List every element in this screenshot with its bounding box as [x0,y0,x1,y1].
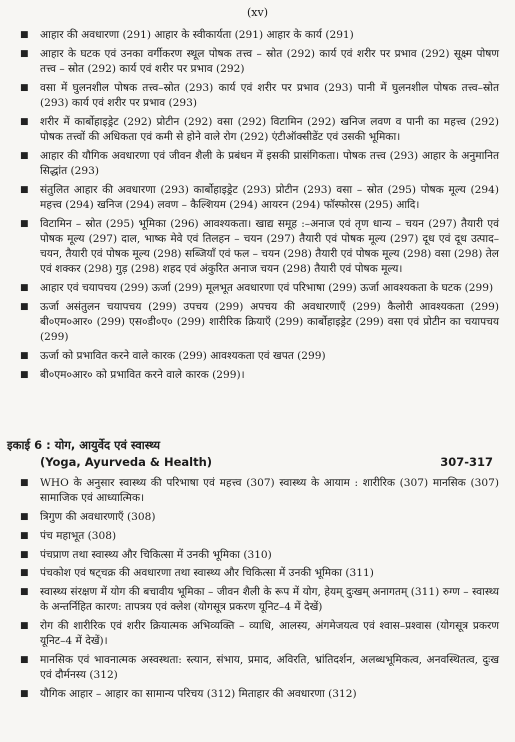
list-item: ■ यौगिक आहार – आहार का सामान्य परिचय (312) मिताहार की अवधारणा (312) [0,687,515,702]
list-item: ■ WHO के अनुसार स्वास्थ्य की परिभाषा एवं महत्त्व (307) स्वास्थ्य के आयाम : शारीरिक (307) मानसिक (307) सामाजिक एवं आध्यात्मिक। [0,476,515,506]
yoga-health-topic-list [0,476,515,706]
list-item: ■ ऊर्जा असंतुलन चयापचय (299) उपचय (299) अपचय की अवधारणाएँ (299) कैलोरी आवश्यकता (299) बी०एम०आर० (299) एस०डी०ए० (299) शारीरिक क्रियाएँ (299) कार्बोहाइड्रेट (299) वसा एवं प्रोटीन का चयापचय (299) [0,300,515,346]
nutrition-topic-list [0,28,515,387]
list-item: ■ स्वास्थ्य संरक्षण में योग की बचावीय भूमिका – जीवन शैली के रूप में योग, हेयम् दुःखम् अनागतम् (311) रुग्ण – स्वास्थ्य के अन्तर्निहित कारण: तापत्रय एवं क्लेश (योगसूत्र प्रकरण यूनिट–4 में देखें) [0,585,515,615]
list-item: ■ मानसिक एवं भावनात्मक अस्वस्थता: स्त्यान, संभाय, प्रमाद, अविरति, भ्रांतिदर्शन, अलब्धभूमिकत्व, अनवस्थितत्व, दुःख एवं दौर्मनस्य (312) [0,653,515,683]
list-item: ■ ऊर्जा को प्रभावित करने वाले कारक (299) आवश्यकता एवं खपत (299) [0,349,515,364]
list-item: ■ आहार की यौगिक अवधारणा एवं जीवन शैली के प्रबंधन में इसकी प्रासंगिकता। पोषक तत्त्व (293) आहार के अनुमानित सिद्धांत (293) [0,149,515,179]
list-item: ■ पंचकोश एवं षट्चक्र की अवधारणा तथा स्वास्थ्य और चिकित्सा में उनकी भूमिका (311) [0,566,515,581]
list-item: ■ आहार के घटक एवं उनका वर्गीकरण स्थूल पोषक तत्त्व – स्रोत (292) कार्य एवं शरीर पर प्रभाव (292) सूक्ष्म पोषण तत्त्व – स्रोत (292) कार्य एवं शरीर पर प्रभाव (292) [0,47,515,77]
unit-subtitle: (Yoga, Ayurveda & Health) [40,455,213,469]
list-item: ■ पंचप्राण तथा स्वास्थ्य और चिकित्सा में उनकी भूमिका (310) [0,548,515,563]
list-item: ■ संतुलित आहार की अवधारणा (293) कार्बोहाइड्रेट (293) प्रोटीन (293) वसा – स्रोत (295) पोषक मूल्य (294) महत्त्व (294) खनिज (294) लवण – कैल्शियम (294) आयरन (294) फॉस्फोरस (295) आदि। [0,183,515,213]
list-item: ■ आहार एवं चयापचय (299) ऊर्जा (299) मूलभूत अवधारणा एवं परिभाषा (299) ऊर्जा आवश्यकता के घटक (299) [0,281,515,296]
list-item: ■ बी०एम०आर० को प्रभावित करने वाले कारक (299)। [0,368,515,383]
list-item: ■ आहार की अवधारणा (291) आहार के स्वीकार्यता (291) आहार के कार्य (291) [0,28,515,43]
list-item: ■ रोग की शारीरिक एवं शरीर क्रियात्मक अभिव्यक्ति – व्याधि, आलस्य, अंगमेजयत्व एवं श्वास–प्रश्वास (योगसूत्र प्रकरण यूनिट–4 में देखें)। [0,619,515,649]
list-item: ■ त्रिगुण की अवधारणाएँ (308) [0,510,515,525]
list-item: ■ विटामिन – स्रोत (295) भूमिका (296) आवश्यकता। खाद्य समूह :–अनाज एवं तृण धान्य – चयन (297) तैयारी एवं पोषक मूल्य (297) दाल, भाष्क मेवे एवं तिलहन – चयन (297) तैयारी एवं पोषक मूल्य (297) दूध एवं दूध उत्पाद–चयन, तैयारी एवं पोषक मूल्य (298) सब्जियाँ एवं फल – चयन (298) तैयारी एवं पोषक मूल्य (298) वसा (298) तेल एवं शक्कर (298) गुड़ (298) शहद एवं अंकुरित अनाज चयन (298) तैयारी एवं पोषक मूल्य। [0,217,515,278]
unit-page-range: 307-317 [440,455,493,469]
list-item: ■ पंच महाभूत (308) [0,529,515,544]
page-number: (xv) [246,6,268,19]
list-item: ■ शरीर में कार्बोहाइड्रेट (292) प्रोटीन (292) वसा (292) विटामिन (292) खनिज लवण व पानी का महत्त्व (292) पोषक तत्त्वों की अधिकता एवं कमी से होने वाले रोग (292) एंटीऑक्सीडेंट एवं उसकी भूमिका। [0,115,515,145]
unit-title: इकाई 6 : योग, आयुर्वेद एवं स्वास्थ्य [7,438,161,452]
list-item: ■ वसा में घुलनशील पोषक तत्त्व–स्रोत (293) कार्य एवं शरीर पर प्रभाव (293) पानी में घुलनशील पोषक तत्त्व–स्रोत (293) कार्य एवं शरीर पर प्रभाव (293) [0,81,515,111]
